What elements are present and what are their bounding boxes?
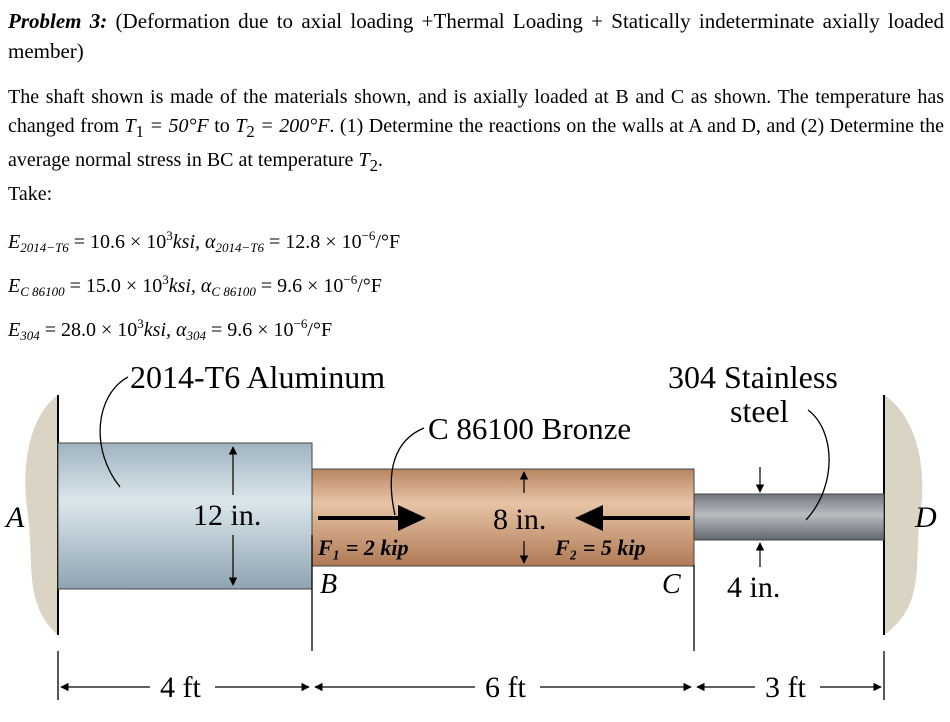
point-b: B	[320, 569, 338, 600]
steel-segment	[694, 494, 884, 540]
dim-len-br: 6 ft	[485, 671, 526, 704]
t2b-subscript: 2	[369, 156, 378, 175]
point-c: C	[662, 569, 681, 600]
label-aluminum: 2014-T6 Aluminum	[130, 359, 386, 395]
aluminum-segment	[58, 443, 312, 589]
dim-dia-st: 4 in.	[727, 571, 781, 604]
t2b-symbol: T	[358, 149, 370, 171]
property-line-bronze: $E_{C 86100} = 15.0 \times 10^3ksi$, $\alpha_{C 86100} = 9.6 \times 10^{-6}/^\circ F$	[8, 272, 382, 299]
shaft-figure	[0, 355, 950, 722]
dim-dia-br: 8 in.	[493, 503, 547, 536]
problem-statement	[8, 83, 944, 181]
statement-part-2: . (1) Determine the reactions on the walls at A and D, and (2) Determine the average normal stress in BC at temperature	[8, 114, 944, 171]
problem-number: Problem 3:	[8, 9, 108, 33]
property-line-steel: $E_{304} = 28.0 \times 10^3ksi$, $\alpha_{304} = 9.6 \times 10^{-6}/^\circ F$	[8, 316, 333, 343]
problem-heading	[8, 6, 944, 66]
statement-to: to	[208, 114, 236, 137]
label-steel-line1: 304 Stainless	[668, 359, 838, 395]
wall-left	[25, 395, 58, 635]
t2-symbol: T	[235, 114, 247, 137]
t2-subscript: 2	[246, 121, 255, 141]
dim-len-st: 3 ft	[765, 671, 806, 704]
label-steel-line2: steel	[730, 393, 789, 429]
label-bronze: C 86100 Bronze	[428, 411, 632, 446]
t1-value: = 50°F	[143, 114, 209, 137]
force-f1-label: F₁ = 2 kip	[318, 535, 409, 560]
t1-symbol: T	[124, 114, 136, 137]
dim-len-al: 4 ft	[160, 671, 201, 704]
statement-part-1: The shaft shown is made of the materials shown, and is axially loaded at B and C as shown. The temperature has changed from	[8, 86, 944, 137]
take-label: Take:	[8, 183, 53, 205]
t2-value: = 200°F	[254, 114, 330, 137]
problem-title: (Deformation due to axial loading +Thermal Loading + Statically indeterminate axially loaded member)	[8, 9, 945, 63]
t1-subscript: 1	[135, 121, 144, 141]
dim-dia-al: 12 in.	[193, 499, 262, 532]
force-f2-label: F₂ = 5 kip	[555, 535, 646, 560]
point-a: A	[6, 501, 25, 534]
point-d: D	[915, 501, 937, 534]
property-line-aluminum: $E_{2014-T6} = 10.6 \times 10^3ksi$, $\alpha_{2014-T6} = 12.8 \times 10^{-6}/^\circ F$	[8, 228, 401, 255]
statement-end: .	[377, 149, 383, 171]
